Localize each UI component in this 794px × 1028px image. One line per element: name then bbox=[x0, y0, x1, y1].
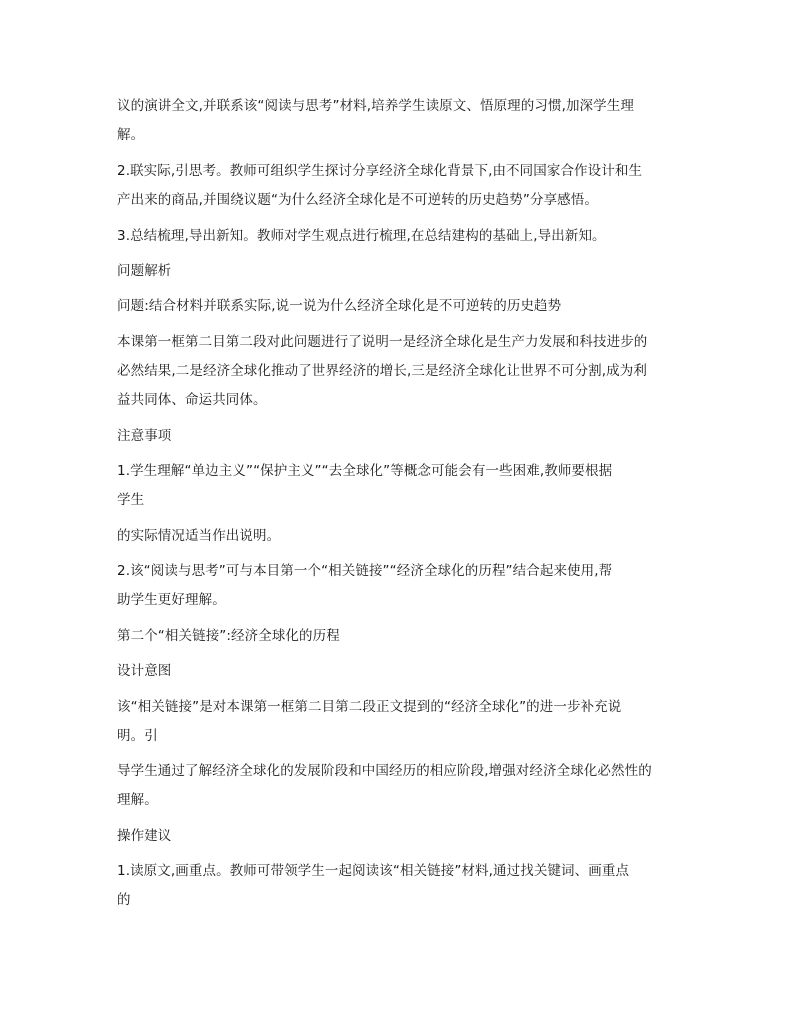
paragraph-line: 学生 bbox=[117, 492, 145, 508]
paragraph-line: 导学生通过了解经济全球化的发展阶段和中国经历的相应阶段,增强对经济全球化必然性的 bbox=[117, 763, 652, 779]
paragraph-line: 2.该“阅读与思考”可与本目第一个“相关链接”“经济全球化的历程”结合起来使用,帮 bbox=[117, 563, 613, 579]
paragraph-line: 理解。 bbox=[117, 792, 158, 808]
paragraph-line: 1.学生理解“单边主义”“保护主义”“去全球化”等概念可能会有一些困难,教师要根据 bbox=[117, 463, 613, 479]
paragraph-line: 本课第一框第二目第二段对此问题进行了说明一是经济全球化是生产力发展和科技进步的 bbox=[117, 334, 648, 350]
paragraph-line: 该“相关链接”是对本课第一框第二目第二段正文提到的“经济全球化”的进一步补充说 bbox=[117, 699, 622, 715]
paragraph-line: 的实际情况适当作出说明。 bbox=[117, 528, 281, 544]
paragraph-line: 解。 bbox=[117, 127, 145, 143]
paragraph-line: 3.总结梳理,导出新知。教师对学生观点进行梳理,在总结建构的基础上,导出新知。 bbox=[117, 228, 606, 244]
paragraph-line: 助学生更好理解。 bbox=[117, 592, 226, 608]
paragraph-line: 议的演讲全文,并联系该“阅读与思考”材料,培养学生读原文、悟原理的习惯,加深学生理 bbox=[117, 98, 634, 114]
paragraph-line: 明。引 bbox=[117, 728, 158, 744]
paragraph-line: 产出来的商品,并围绕议题“为什么经济全球化是不可逆转的历史趋势”分享感悟。 bbox=[117, 192, 598, 208]
section-heading: 注意事项 bbox=[117, 428, 172, 444]
section-heading: 第二个“相关链接”:经济全球化的历程 bbox=[117, 628, 340, 644]
section-heading: 设计意图 bbox=[117, 663, 172, 679]
paragraph-line: 益共同体、命运共同体。 bbox=[117, 392, 267, 408]
paragraph-line: 问题:结合材料并联系实际,说一说为什么经济全球化是不可逆转的历史趋势 bbox=[117, 298, 562, 314]
paragraph-line: 2.联实际,引思考。教师可组织学生探讨分享经济全球化背景下,由不同国家合作设计和生 bbox=[117, 163, 643, 179]
paragraph-line: 必然结果,二是经济全球化推动了世界经济的增长,三是经济全球化让世界不可分割,成为利 bbox=[117, 363, 647, 379]
section-heading: 问题解析 bbox=[117, 263, 172, 279]
section-heading: 操作建议 bbox=[117, 828, 172, 844]
paragraph-line: 1.读原文,画重点。教师可带领学生一起阅读该“相关链接”材料,通过找关键词、画重点 bbox=[117, 863, 630, 879]
paragraph-line: 的 bbox=[117, 892, 131, 908]
